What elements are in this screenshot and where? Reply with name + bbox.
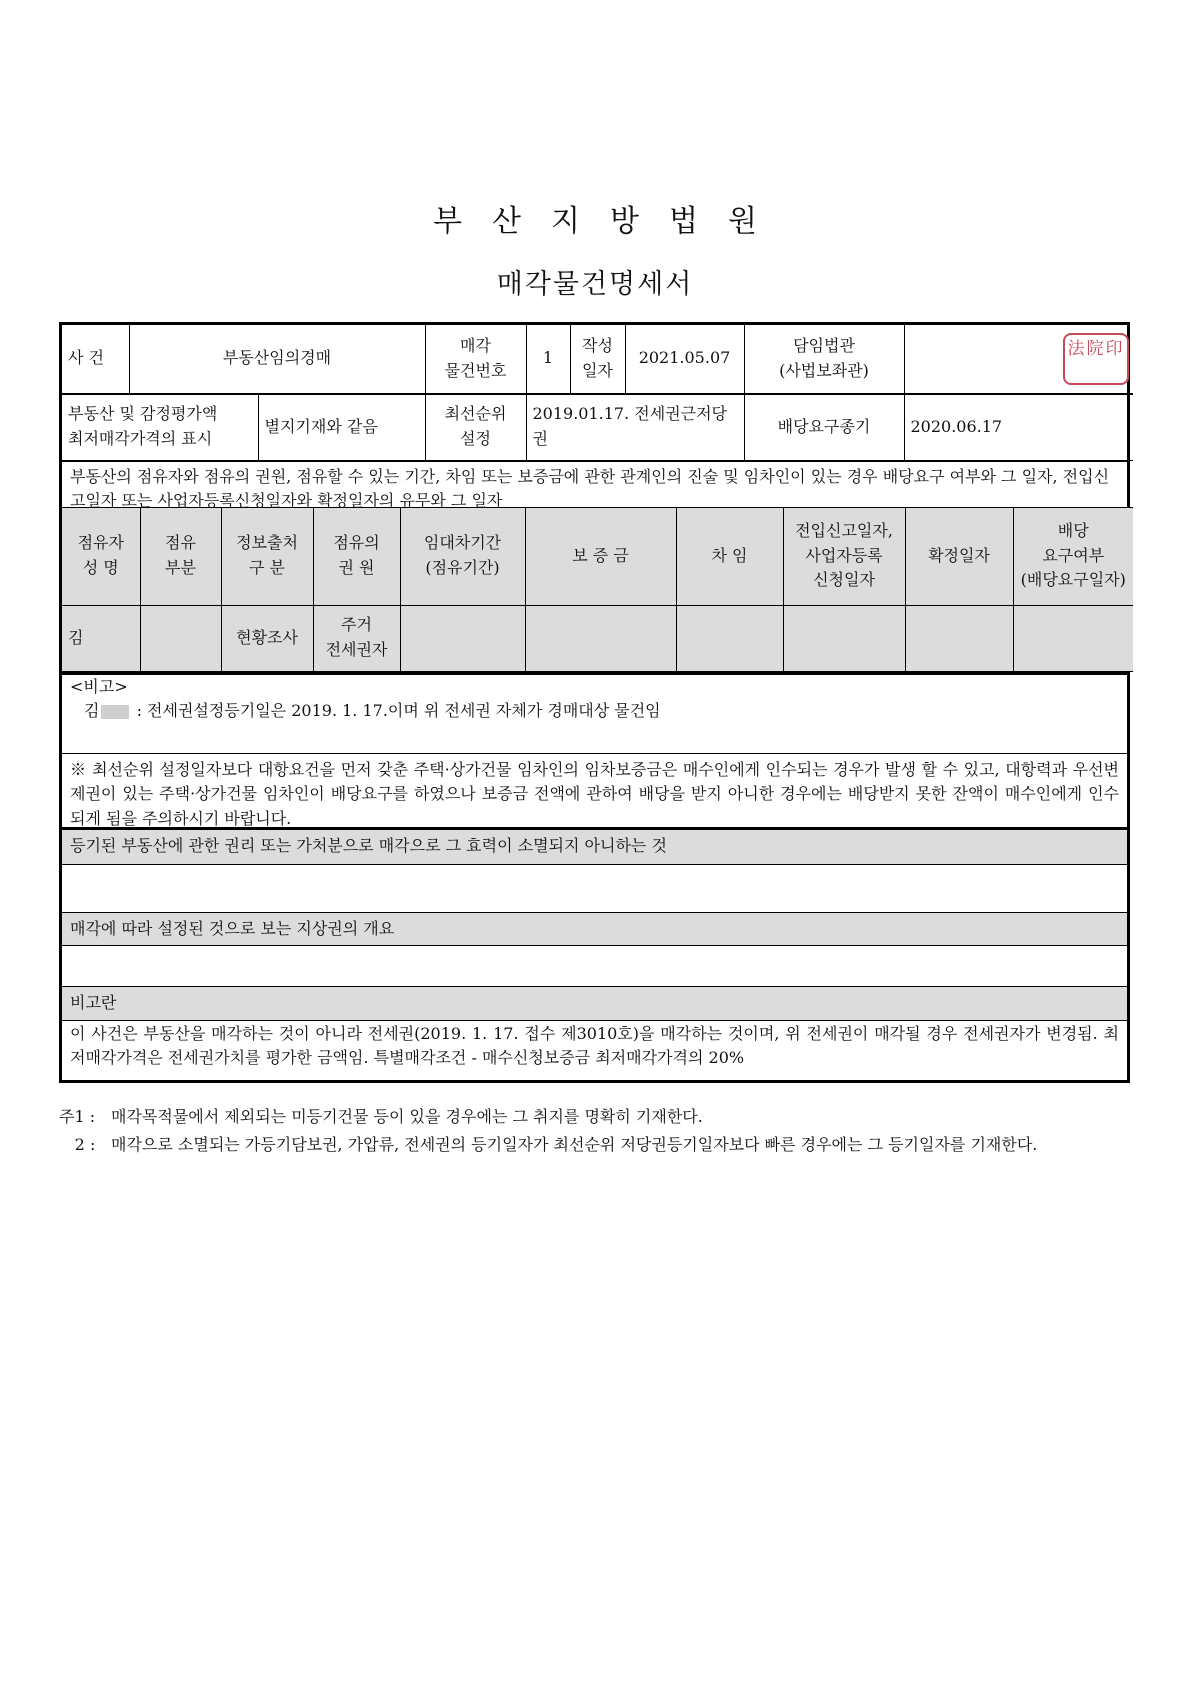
priority-value: 2019.01.17. 전세권근저당권 xyxy=(526,394,744,460)
remarks-block xyxy=(62,672,1127,753)
header-move-in-date: 전입신고일자, 사업자등록 신청일자 xyxy=(783,507,905,605)
deadline-value: 2020.06.17 xyxy=(904,394,1133,460)
document-title: 매각물건명세서 xyxy=(496,269,694,300)
item-no-label: 매각 물건번호 xyxy=(425,325,526,393)
header-dividend-request: 배당 요구여부 (배당요구일자) xyxy=(1013,507,1133,605)
header-occupied-part: 점유 부분 xyxy=(140,507,221,605)
deadline-label: 배당요구종기 xyxy=(744,394,904,460)
cell-dividend-request xyxy=(1013,605,1133,671)
footnote-1-num: 주1 : xyxy=(59,1107,96,1126)
cell-move-in-date xyxy=(783,605,905,671)
judge-seal-cell xyxy=(904,325,1133,393)
footnote-2 xyxy=(59,1131,1134,1159)
judge-label: 담임법관 (사법보좌관) xyxy=(744,325,904,393)
notes-text: 이 사건은 부동산을 매각하는 것이 아니라 전세권(2019. 1. 17. 접수 제3010호)을 매각하는 것이며, 위 전세권이 매각될 경우 전세권자가 변경됨. 최저매각가격은 전세권가치를 평가한 금액임. 특별매각조건 - 매수신청보증금 최저매각가격의 20% xyxy=(62,1020,1127,1080)
remarks-label: <비고> xyxy=(70,676,128,696)
footnote-1-text: 매각목적물에서 제외되는 미등기건물 등이 있을 경우에는 그 취지를 명확히 기재한다. xyxy=(111,1107,703,1126)
header-deposit: 보 증 금 xyxy=(525,507,676,605)
header-rent: 차 임 xyxy=(676,507,783,605)
header-lease-period: 임대차기간 (점유기간) xyxy=(400,507,525,605)
case-value: 부동산임의경매 xyxy=(129,325,425,393)
cell-occupied-part xyxy=(140,605,221,671)
cell-lease-period xyxy=(400,605,525,671)
remarks-line xyxy=(70,699,1119,724)
redacted-name xyxy=(101,705,129,719)
remarks-text: : 전세권설정등기일은 2019. 1. 17.이며 위 전세권 자체가 경매대상 물건임 xyxy=(136,701,661,721)
header-info-source: 정보출처 구 분 xyxy=(221,507,313,605)
header-occupant-name: 점유자 성 명 xyxy=(62,507,140,605)
case-info-table xyxy=(62,325,1133,394)
statement-table xyxy=(59,322,1130,1083)
occupant-table xyxy=(62,507,1133,672)
footnote-2-num: 2 : xyxy=(74,1135,96,1154)
cell-occupant-name: 김 xyxy=(62,605,140,671)
court-name: 부산지방법원 xyxy=(433,204,787,239)
item-no-value: 1 xyxy=(526,325,570,393)
table-row xyxy=(62,605,1133,671)
registered-rights-label: 등기된 부동산에 관한 권리 또는 가처분으로 매각으로 그 효력이 소멸되지 아니하는 것 xyxy=(62,827,1127,864)
footnote-1 xyxy=(59,1103,1134,1131)
valuation-label: 부동산 및 감정평가액 최저매각가격의 표시 xyxy=(62,394,258,460)
valuation-table xyxy=(62,394,1133,461)
cell-rent xyxy=(676,605,783,671)
cell-info-source: 현황조사 xyxy=(221,605,313,671)
header-fixed-date: 확정일자 xyxy=(905,507,1013,605)
case-label: 사 건 xyxy=(62,325,129,393)
footnotes xyxy=(59,1103,1134,1159)
written-date-label: 작성 일자 xyxy=(570,325,625,393)
header-occupancy-title: 점유의 권 원 xyxy=(313,507,400,605)
written-date-value: 2021.05.07 xyxy=(625,325,744,393)
valuation-value: 별지기재와 같음 xyxy=(258,394,425,460)
priority-label: 최선순위 설정 xyxy=(425,394,526,460)
warning-block: ※ 최선순위 설정일자보다 대항요건을 먼저 갖춘 주택·상가건물 임차인의 임차보증금은 매수인에게 인수되는 경우가 발생 할 수 있고, 대항력과 우선변제권이 있는 주택·상가건물 임차인이 배당요구를 하였으나 보증금 전액에 관하여 배당을 받지 아니한 경우에는 배당받지 못한 잔액이 매수인에게 인수되게 됨을 주의하시기 바랍니다. xyxy=(62,753,1127,827)
occupant-header-row xyxy=(62,507,1133,605)
occupancy-description: 부동산의 점유자와 점유의 권원, 점유할 수 있는 기간, 차임 또는 보증금에 관한 관계인의 진술 및 임차인이 있는 경우 배당요구 여부와 그 일자, 전입신고일자 또는 사업자등록신청일자와 확정일자의 유무와 그 일자 xyxy=(62,461,1127,507)
registered-rights-value xyxy=(62,864,1127,912)
notes-label: 비고란 xyxy=(62,986,1127,1020)
superficies-label: 매각에 따라 설정된 것으로 보는 지상권의 개요 xyxy=(62,912,1127,945)
superficies-value xyxy=(62,945,1127,986)
cell-occupancy-title: 주거 전세권자 xyxy=(313,605,400,671)
footnote-2-text: 매각으로 소멸되는 가등기담보권, 가압류, 전세권의 등기일자가 최선순위 저당권등기일자보다 빠른 경우에는 그 등기일자를 기재한다. xyxy=(111,1135,1038,1154)
cell-deposit xyxy=(525,605,676,671)
court-seal: 法院印 xyxy=(1063,333,1129,385)
remarks-name: 김 xyxy=(84,701,100,721)
cell-fixed-date xyxy=(905,605,1013,671)
